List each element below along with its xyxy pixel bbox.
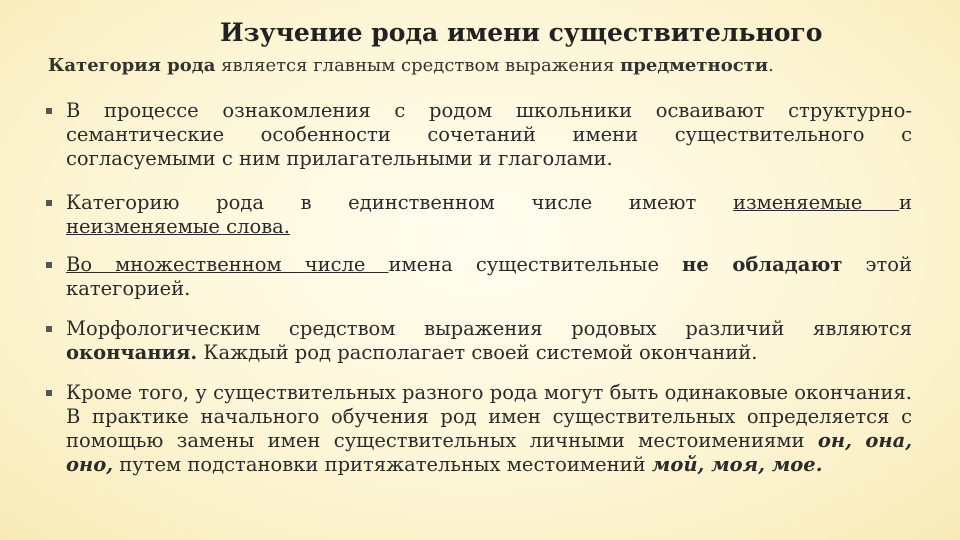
bullet-5-text: Кроме того, у существительных разного рода могут быть одинаковые окончания. В практике начального обучения род имен существительных определяется с помощью замены имен существительных личными местоимениями: [66, 381, 912, 452]
intro-emphasis: предметности: [620, 55, 769, 76]
intro-term: Категория рода: [48, 55, 216, 76]
bullet-5-mid: путем подстановки притяжательных местоимений: [113, 453, 652, 476]
bullet-item-1: [46, 99, 912, 171]
bullet-item-4: [46, 317, 912, 365]
bullet-item-2: [46, 191, 912, 239]
intro-end: .: [768, 55, 774, 76]
bullet-4-text: Морфологическим средством выражения родовых различий являются: [66, 317, 912, 340]
bullet-2-underlined: изменяемые: [732, 191, 900, 214]
bullet-3-text: имена существительные: [388, 253, 683, 276]
slide-title: Изучение рода имени существительного: [220, 18, 823, 47]
intro-text: является главным средством выражения: [215, 55, 621, 76]
bullet-3-word-1: Во: [66, 253, 116, 276]
bullet-4-end: Каждый род располагает своей системой окончаний.: [197, 341, 758, 364]
bullet-item-3: [46, 253, 912, 301]
bullet-3-bold: не обладают: [682, 253, 843, 276]
bullet-2-line-1: [66, 191, 912, 215]
pronoun-ono: оно,: [66, 453, 114, 476]
bullet-3-end: этой категорией.: [66, 253, 912, 300]
bullet-3-word-2: множественном: [115, 253, 305, 276]
pronoun-on: он,: [817, 429, 852, 452]
bullet-4-bold: окончания.: [66, 341, 198, 364]
bullet-1-text: В процессе ознакомления с родом школьники осваивают структурно-семантические особенности сочетаний имени существительного с согласуемыми с ним прилагательными и глаголами.: [66, 99, 912, 170]
bullet-2-and: и: [899, 191, 913, 214]
bullet-list: [46, 99, 912, 477]
bullet-item-5: [46, 381, 912, 477]
bullet-2-line-2: неизменяемые слова.: [66, 215, 290, 238]
pronoun-ona: она,: [865, 429, 912, 452]
possessive-pronouns: мой, моя, мое.: [651, 453, 823, 476]
intro-sentence: [48, 55, 774, 76]
bullet-3-word-3: числе: [304, 253, 389, 276]
bullet-2-text: Категорию рода в единственном числе имеют: [66, 191, 733, 214]
